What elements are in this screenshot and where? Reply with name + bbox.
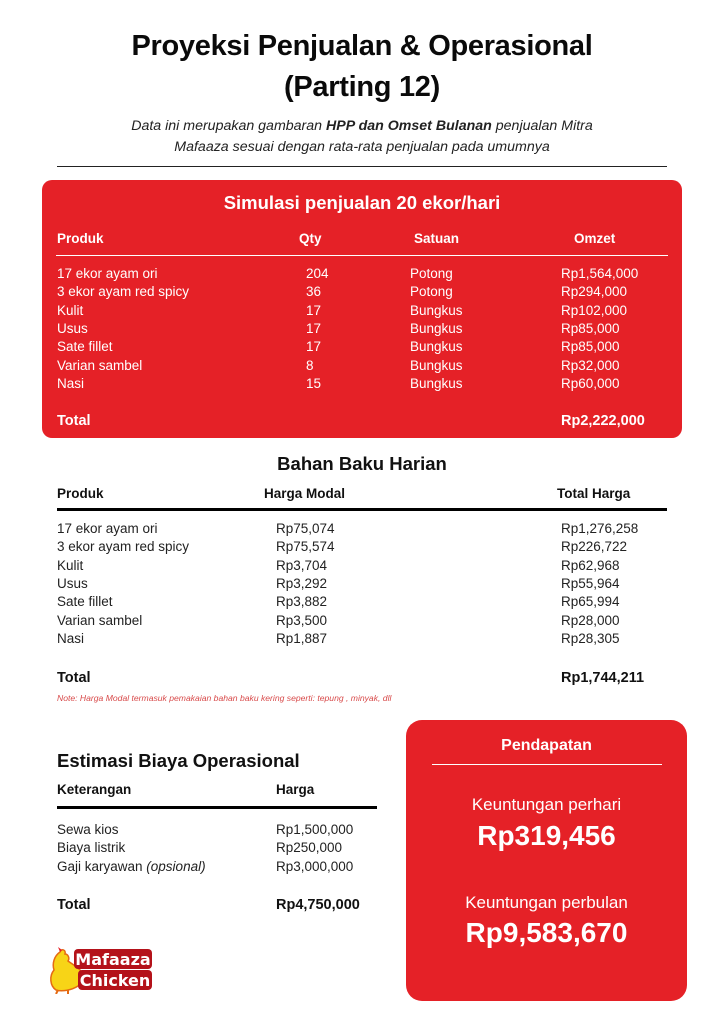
table-row	[0, 613, 724, 631]
cell-text: Gaji karyawan	[57, 858, 147, 874]
cell-harga: Rp3,000,000	[276, 858, 354, 874]
col-header-total-harga: Total Harga	[557, 486, 631, 501]
col-header-produk: Produk	[57, 231, 104, 246]
header-divider	[56, 255, 668, 256]
cell-produk: Usus	[57, 575, 88, 591]
cell-satuan: Potong	[410, 284, 453, 300]
cell-qty: 17	[306, 302, 322, 318]
table-row	[0, 594, 724, 612]
subtitle-line2: Mafaaza sesuai dengan rata-rata penjualan pada umumnya	[174, 139, 550, 155]
col-header-omzet: Omzet	[574, 231, 616, 246]
daily-profit-label: Keuntungan perhari	[471, 795, 622, 814]
cell-total-harga: Rp55,964	[561, 575, 620, 591]
total-label: Total	[57, 413, 91, 429]
logo-text-line1: Mafaaza	[75, 950, 151, 969]
table-row	[42, 339, 682, 357]
cell-italic: (opsional)	[146, 858, 206, 874]
cell-produk: 3 ekor ayam red spicy	[57, 284, 190, 300]
income-divider	[432, 764, 662, 765]
subtitle-bold: HPP dan Omset Bulanan	[326, 118, 492, 134]
cell-text: Biaya listrik	[57, 840, 126, 856]
cell-omzet: Rp102,000	[561, 302, 628, 318]
logo-text-line2: Chicken	[79, 971, 151, 990]
cell-omzet: Rp294,000	[561, 284, 628, 300]
cell-produk: Sate fillet	[57, 594, 113, 610]
table-row	[0, 558, 724, 576]
subtitle-text: Data ini merupakan gambaran	[131, 118, 326, 134]
table-row	[0, 576, 724, 594]
header-divider	[57, 508, 667, 511]
cell-total-harga: Rp1,276,258	[561, 521, 639, 536]
cell-qty: 15	[306, 375, 322, 391]
page-title-line1: Proyeksi Penjualan & Operasional	[131, 30, 593, 62]
mafaaza-chicken-logo	[48, 946, 158, 994]
total-value: Rp2,222,000	[561, 413, 645, 429]
cell-produk: Nasi	[57, 375, 85, 391]
table-row	[42, 321, 682, 339]
table-row	[42, 266, 682, 284]
col-header-harga: Harga	[276, 782, 315, 797]
cell-text: Sewa kios	[57, 822, 119, 837]
cell-total-harga: Rp65,994	[561, 594, 620, 610]
cell-produk: Sate fillet	[57, 339, 113, 355]
cell-harga-modal: Rp3,882	[276, 594, 328, 610]
income-heading: Pendapatan	[501, 737, 592, 754]
table-row	[0, 631, 724, 649]
cell-satuan: Bungkus	[410, 339, 463, 355]
table-row	[42, 284, 682, 302]
cell-keterangan	[57, 840, 125, 855]
cell-produk: Kulit	[57, 302, 84, 318]
cell-omzet: Rp32,000	[561, 357, 620, 373]
cell-produk: 3 ekor ayam red spicy	[57, 539, 190, 555]
total-label: Total	[57, 670, 91, 686]
cell-satuan: Bungkus	[410, 302, 463, 318]
subtitle-line1	[0, 116, 724, 137]
header-divider	[57, 806, 377, 809]
col-header-harga-modal: Harga Modal	[264, 486, 346, 501]
cell-produk: Kulit	[57, 557, 84, 573]
table-row	[42, 303, 682, 321]
cell-keterangan	[57, 822, 119, 837]
monthly-profit-value: Rp9,583,670	[465, 917, 628, 948]
chicken-icon	[48, 946, 158, 994]
table-row	[42, 358, 682, 376]
cell-total-harga: Rp28,000	[561, 612, 620, 628]
cell-satuan: Bungkus	[410, 320, 463, 336]
income-panel	[406, 720, 687, 1001]
ops-heading: Estimasi Biaya Operasional	[57, 750, 300, 771]
col-header-produk: Produk	[57, 486, 104, 501]
cell-total-harga: Rp226,722	[561, 539, 628, 555]
sales-heading: Simulasi penjualan 20 ekor/hari	[223, 192, 501, 213]
col-header-qty: Qty	[299, 231, 322, 246]
total-label: Total	[57, 897, 91, 913]
cell-qty: 8	[306, 357, 314, 373]
sales-simulation-panel	[42, 180, 682, 438]
cell-harga: Rp1,500,000	[276, 822, 354, 837]
cell-keterangan	[57, 859, 206, 874]
cell-satuan: Potong	[410, 266, 453, 281]
cell-omzet: Rp1,564,000	[561, 266, 639, 281]
table-row	[42, 376, 682, 394]
cell-harga-modal: Rp3,500	[276, 612, 328, 628]
cell-qty: 17	[306, 339, 322, 355]
cell-omzet: Rp85,000	[561, 339, 620, 355]
cell-qty: 204	[306, 266, 329, 281]
cell-total-harga: Rp28,305	[561, 630, 620, 646]
cell-omzet: Rp85,000	[561, 320, 620, 336]
cell-produk: Nasi	[57, 630, 85, 646]
cell-omzet: Rp60,000	[561, 375, 620, 391]
cell-produk: Usus	[57, 320, 88, 336]
table-row	[0, 521, 724, 539]
page-title-line2: (Parting 12)	[284, 71, 440, 103]
table-row	[0, 840, 360, 858]
cell-harga: Rp250,000	[276, 840, 343, 856]
cell-satuan: Bungkus	[410, 357, 463, 373]
daily-profit-value: Rp319,456	[477, 820, 616, 851]
cell-produk: Varian sambel	[57, 612, 143, 628]
monthly-profit-label: Keuntungan perbulan	[465, 893, 628, 912]
col-header-satuan: Satuan	[414, 231, 460, 246]
table-row	[0, 822, 360, 840]
cell-harga-modal: Rp1,887	[276, 630, 328, 646]
divider	[57, 166, 667, 167]
cell-harga-modal: Rp3,704	[276, 557, 328, 573]
cell-produk: Varian sambel	[57, 357, 143, 373]
cell-qty: 17	[306, 320, 322, 336]
bahan-heading: Bahan Baku Harian	[277, 453, 447, 474]
table-row	[0, 859, 360, 877]
cell-harga-modal: Rp3,292	[276, 575, 328, 591]
table-row	[0, 539, 724, 557]
cell-total-harga: Rp62,968	[561, 557, 620, 573]
note-text: Note: Harga Modal termasuk pemakaian bahan baku kering seperti: tepung , minyak, dll	[57, 693, 392, 703]
cell-satuan: Bungkus	[410, 375, 463, 391]
cell-harga-modal: Rp75,074	[276, 521, 335, 536]
cell-harga-modal: Rp75,574	[276, 539, 335, 555]
col-header-keterangan: Keterangan	[57, 782, 132, 797]
subtitle-text: penjualan Mitra	[491, 118, 593, 134]
total-value: Rp4,750,000	[276, 897, 360, 913]
cell-qty: 36	[306, 284, 322, 300]
cell-produk: 17 ekor ayam ori	[57, 521, 158, 536]
cell-produk: 17 ekor ayam ori	[57, 266, 158, 281]
total-value: Rp1,744,211	[561, 670, 645, 686]
